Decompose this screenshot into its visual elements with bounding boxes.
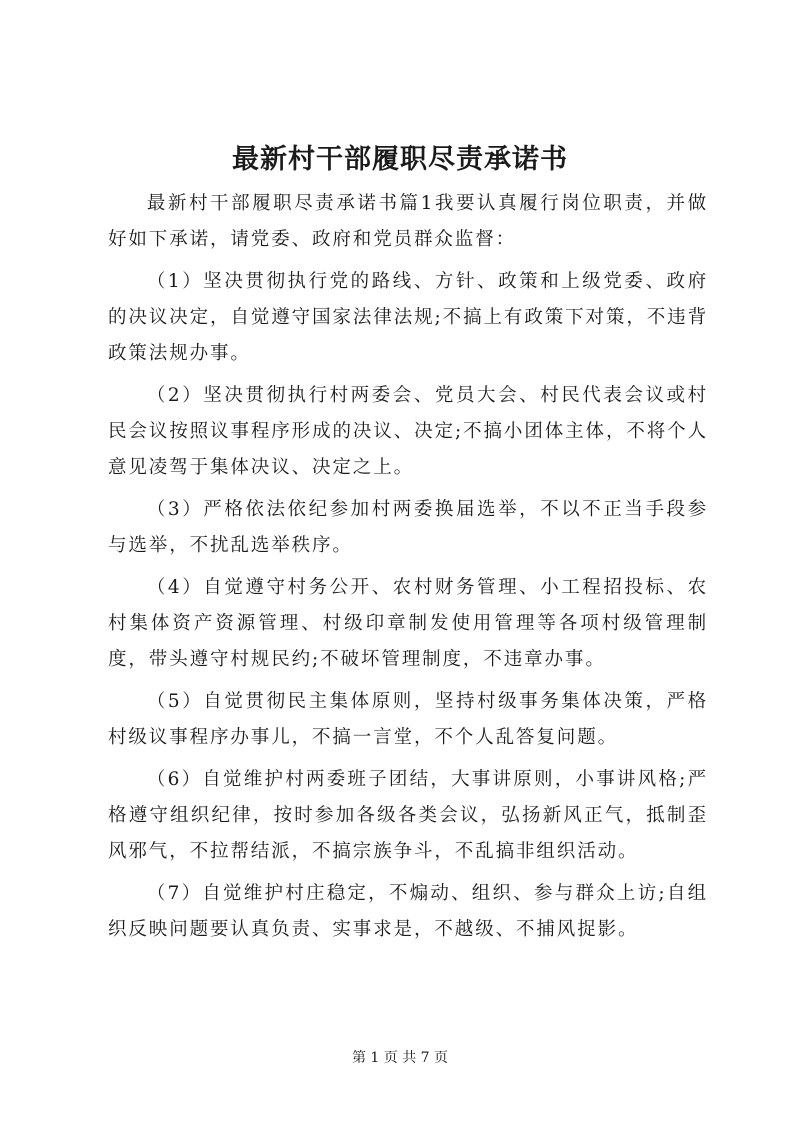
page-number-footer: 第 1 页 共 7 页 xyxy=(351,1050,449,1066)
page-title: 最新村干部履职尽责承诺书 xyxy=(232,144,568,175)
commitment-item-4: （4）自觉遵守村务公开、农村财务管理、小工程招投标、农村集体资产资源管理、村级印章制发使用管理等各项村级管理制度，带头遵守村规民约;不破坏管理制度，不违章办事。 xyxy=(108,577,708,670)
commitment-item-3: （3）严格依法依纪参加村两委换届选举，不以不正当手段参与选举，不扰乱选举秩序。 xyxy=(108,499,708,556)
commitment-item-5: （5）自觉贯彻民主集体原则，坚持村级事务集体决策，严格村级议事程序办事儿，不搞一言堂，不个人乱答复问题。 xyxy=(108,691,708,748)
commitment-item-1: （1）坚决贯彻执行党的路线、方针、政策和上级党委、政府的决议决定，自觉遵守国家法律法规;不搞上有政策下对策，不违背政策法规办事。 xyxy=(108,271,708,364)
commitment-item-6: （6）自觉维护村两委班子团结，大事讲原则，小事讲风格;严格遵守组织纪律，按时参加各级各类会议，弘扬新风正气，抵制歪风邪气，不拉帮结派，不搞宗族争斗，不乱搞非组织活动。 xyxy=(108,769,708,862)
commitment-item-2: （2）坚决贯彻执行村两委会、党员大会、村民代表会议或村民会议按照议事程序形成的决议、决定;不搞小团体主体，不将个人意见凌驾于集体决议、决定之上。 xyxy=(108,385,708,478)
intro-paragraph: 最新村干部履职尽责承诺书篇1我要认真履行岗位职责，并做好如下承诺，请党委、政府和党员群众监督： xyxy=(108,193,708,250)
commitment-item-7: （7）自觉维护村庄稳定，不煽动、组织、参与群众上访;自组织反映问题要认真负责、实事求是，不越级、不捕风捉影。 xyxy=(108,883,708,940)
document-body xyxy=(108,186,708,954)
